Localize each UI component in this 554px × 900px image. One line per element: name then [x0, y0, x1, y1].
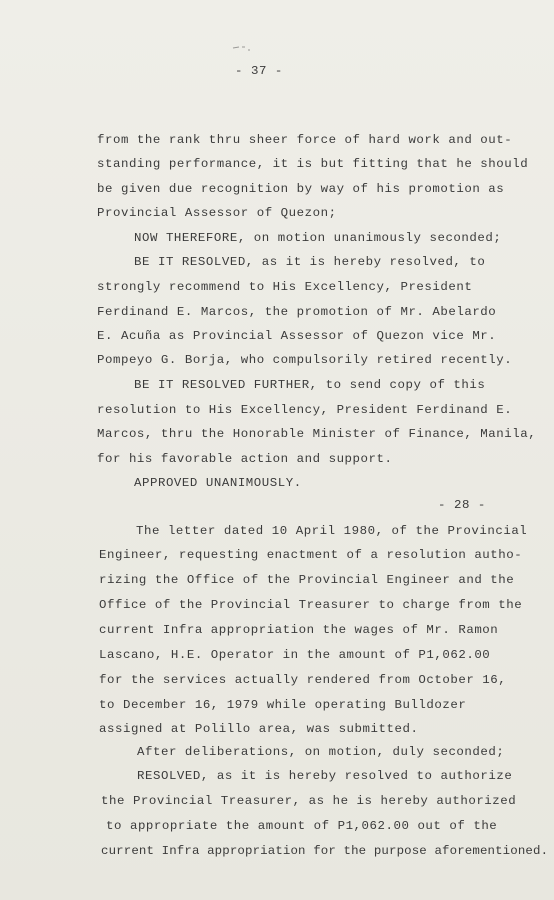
- text-line: rizing the Office of the Provincial Engineer and the: [99, 573, 515, 587]
- text-line: Marcos, thru the Honorable Minister of Finance, Manila,: [97, 427, 537, 441]
- text-line: Ferdinand E. Marcos, the promotion of Mr. Abelardo: [97, 305, 497, 319]
- text-line: E. Acuña as Provincial Assessor of Quezon vice Mr.: [97, 329, 497, 343]
- text-line: strongly recommend to His Excellency, President: [97, 280, 473, 294]
- text-line: the Provincial Treasurer, as he is hereby authorized: [101, 794, 517, 808]
- text-line: Provincial Assessor of Quezon;: [97, 206, 337, 220]
- text-line: be given due recognition by way of his promotion as: [97, 182, 505, 196]
- text-line: current Infra appropriation the wages of Mr. Ramon: [99, 623, 499, 637]
- text-line: Pompeyo G. Borja, who compulsorily retired recently.: [97, 353, 513, 367]
- page-number: - 37 -: [235, 64, 283, 78]
- text-line: APPROVED UNANIMOUSLY.: [134, 476, 302, 490]
- text-line: NOW THEREFORE, on motion unanimously seconded;: [134, 231, 502, 245]
- text-line: resolution to His Excellency, President Ferdinand E.: [97, 403, 513, 417]
- text-line: RESOLVED, as it is hereby resolved to authorize: [137, 769, 513, 783]
- ink-smudge: [232, 42, 254, 52]
- item-number: - 28 -: [438, 498, 486, 512]
- text-line: After deliberations, on motion, duly seconded;: [137, 745, 505, 759]
- text-line: current Infra appropriation for the purpose aforementioned.: [101, 844, 549, 858]
- text-line: BE IT RESOLVED FURTHER, to send copy of this: [134, 378, 486, 392]
- text-line: assigned at Polillo area, was submitted.: [99, 722, 419, 736]
- text-line: for the services actually rendered from October 16,: [99, 673, 507, 687]
- text-line: to December 16, 1979 while operating Bulldozer: [99, 698, 467, 712]
- text-line: The letter dated 10 April 1980, of the Provincial: [136, 524, 528, 538]
- text-line: Lascano, H.E. Operator in the amount of P1,062.00: [99, 648, 491, 662]
- text-line: from the rank thru sheer force of hard work and out-: [97, 133, 513, 147]
- text-line: to appropriate the amount of P1,062.00 out of the: [106, 819, 498, 833]
- text-line: Office of the Provincial Treasurer to charge from the: [99, 598, 523, 612]
- text-line: BE IT RESOLVED, as it is hereby resolved, to: [134, 255, 486, 269]
- text-line: Engineer, requesting enactment of a resolution autho-: [99, 548, 523, 562]
- text-line: for his favorable action and support.: [97, 452, 393, 466]
- text-line: standing performance, it is but fitting that he should: [97, 157, 529, 171]
